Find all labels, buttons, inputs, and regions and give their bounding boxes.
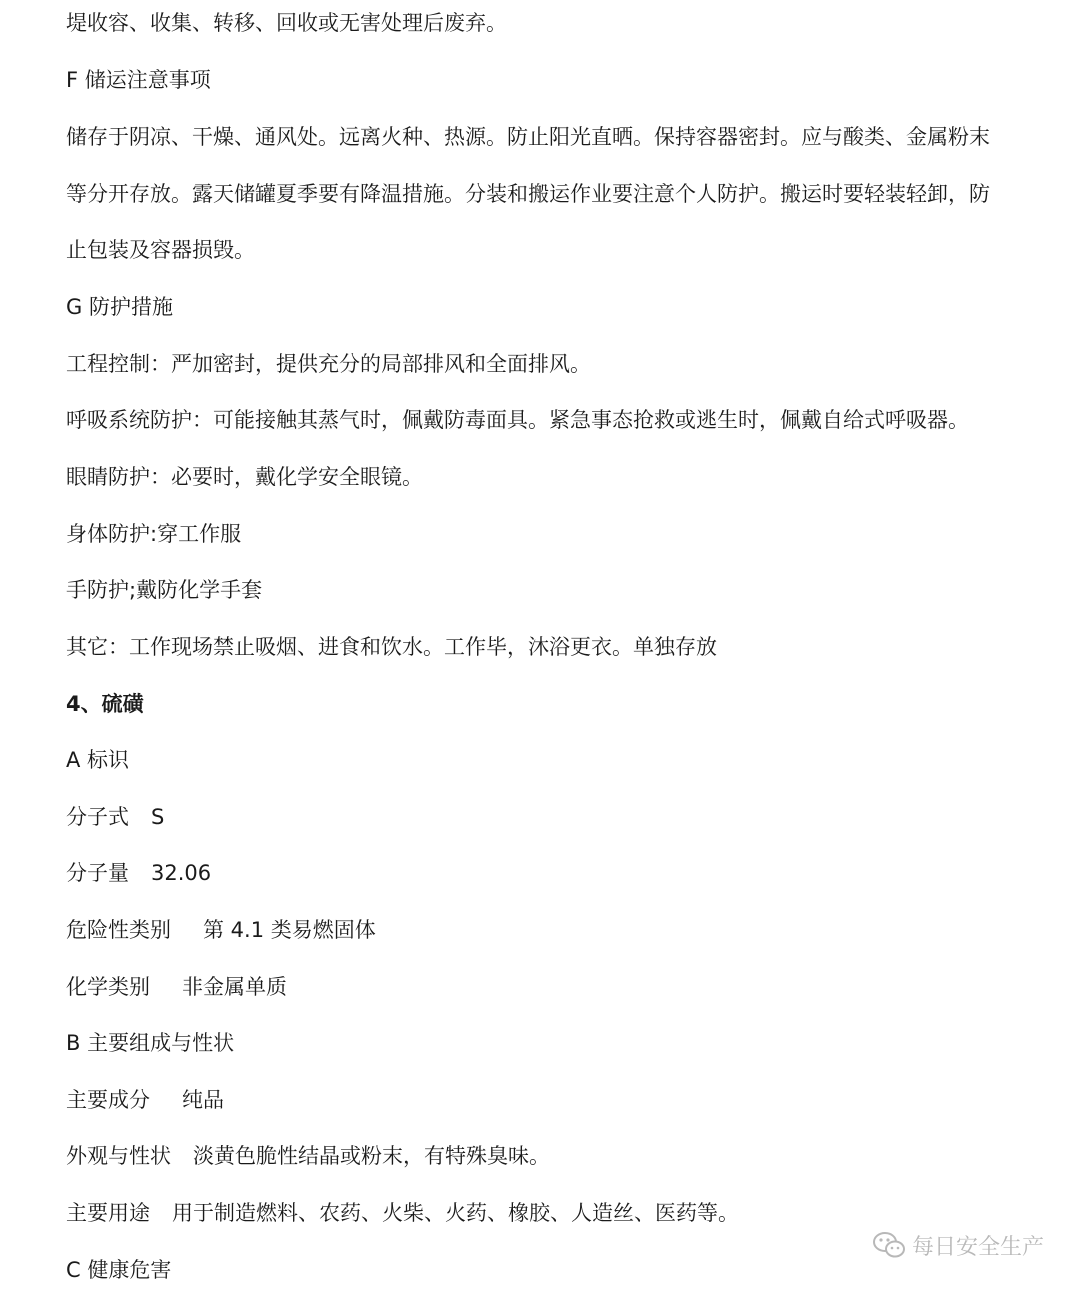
watermark <box>872 1228 1044 1262</box>
field-row-hazard <box>66 915 376 945</box>
field-value: 32.06 <box>151 861 212 885</box>
text-line: 堤收容、收集、转移、回收或无害处理后废弃。 <box>66 11 507 35</box>
section-heading-g: G 防护措施 <box>66 295 173 319</box>
text-line: 其它：工作现场禁止吸烟、进食和饮水。工作毕，沐浴更衣。单独存放 <box>66 635 717 659</box>
field-value: 用于制造燃料、农药、火柴、火药、橡胶、人造丝、医药等。 <box>172 1201 739 1225</box>
field-value: 第 4.1 类易燃固体 <box>203 918 376 942</box>
wechat-icon <box>872 1231 906 1259</box>
field-row-formula <box>66 802 164 832</box>
section-heading-c: C 健康危害 <box>66 1258 172 1282</box>
watermark-text: 每日安全生产 <box>911 1234 1044 1260</box>
field-label: 主要用途 <box>66 1201 150 1225</box>
text-line: 手防护;戴防化学手套 <box>66 578 263 602</box>
text-line: 等分开存放。露天储罐夏季要有降温措施。分装和搬运作业要注意个人防护。搬运时要轻装轻卸，防 <box>66 182 990 206</box>
field-value: 纯品 <box>182 1088 224 1112</box>
field-label: 化学类别 <box>66 975 150 999</box>
field-label: 分子量 <box>66 861 129 885</box>
field-row-use <box>66 1198 739 1228</box>
text-line: 止包装及容器损毁。 <box>66 238 255 262</box>
section-heading-f: F 储运注意事项 <box>66 68 211 92</box>
field-row-component <box>66 1085 224 1115</box>
field-label: 主要成分 <box>66 1088 150 1112</box>
text-line: 工程控制：严加密封，提供充分的局部排风和全面排风。 <box>66 352 591 376</box>
field-value: 非金属单质 <box>182 975 287 999</box>
chapter-heading: 4、硫磺 <box>66 692 144 716</box>
text-line: 身体防护:穿工作服 <box>66 522 242 546</box>
field-row-appearance <box>66 1141 550 1171</box>
text-line: 储存于阴凉、干燥、通风处。远离火种、热源。防止阳光直晒。保持容器密封。应与酸类、金属粉末 <box>66 125 990 149</box>
field-row-mass <box>66 858 211 888</box>
field-label: 外观与性状 <box>66 1144 171 1168</box>
field-label: 分子式 <box>66 805 129 829</box>
field-value: S <box>151 805 165 829</box>
section-heading-b: B 主要组成与性状 <box>66 1031 235 1055</box>
field-row-chem-class <box>66 972 287 1002</box>
field-value: 淡黄色脆性结晶或粉末，有特殊臭味。 <box>193 1144 550 1168</box>
section-heading-a: A 标识 <box>66 748 130 772</box>
text-line: 呼吸系统防护：可能接触其蒸气时，佩戴防毒面具。紧急事态抢救或逃生时，佩戴自给式呼吸器。 <box>66 408 969 432</box>
field-label: 危险性类别 <box>66 918 171 942</box>
text-line: 眼睛防护：必要时，戴化学安全眼镜。 <box>66 465 423 489</box>
